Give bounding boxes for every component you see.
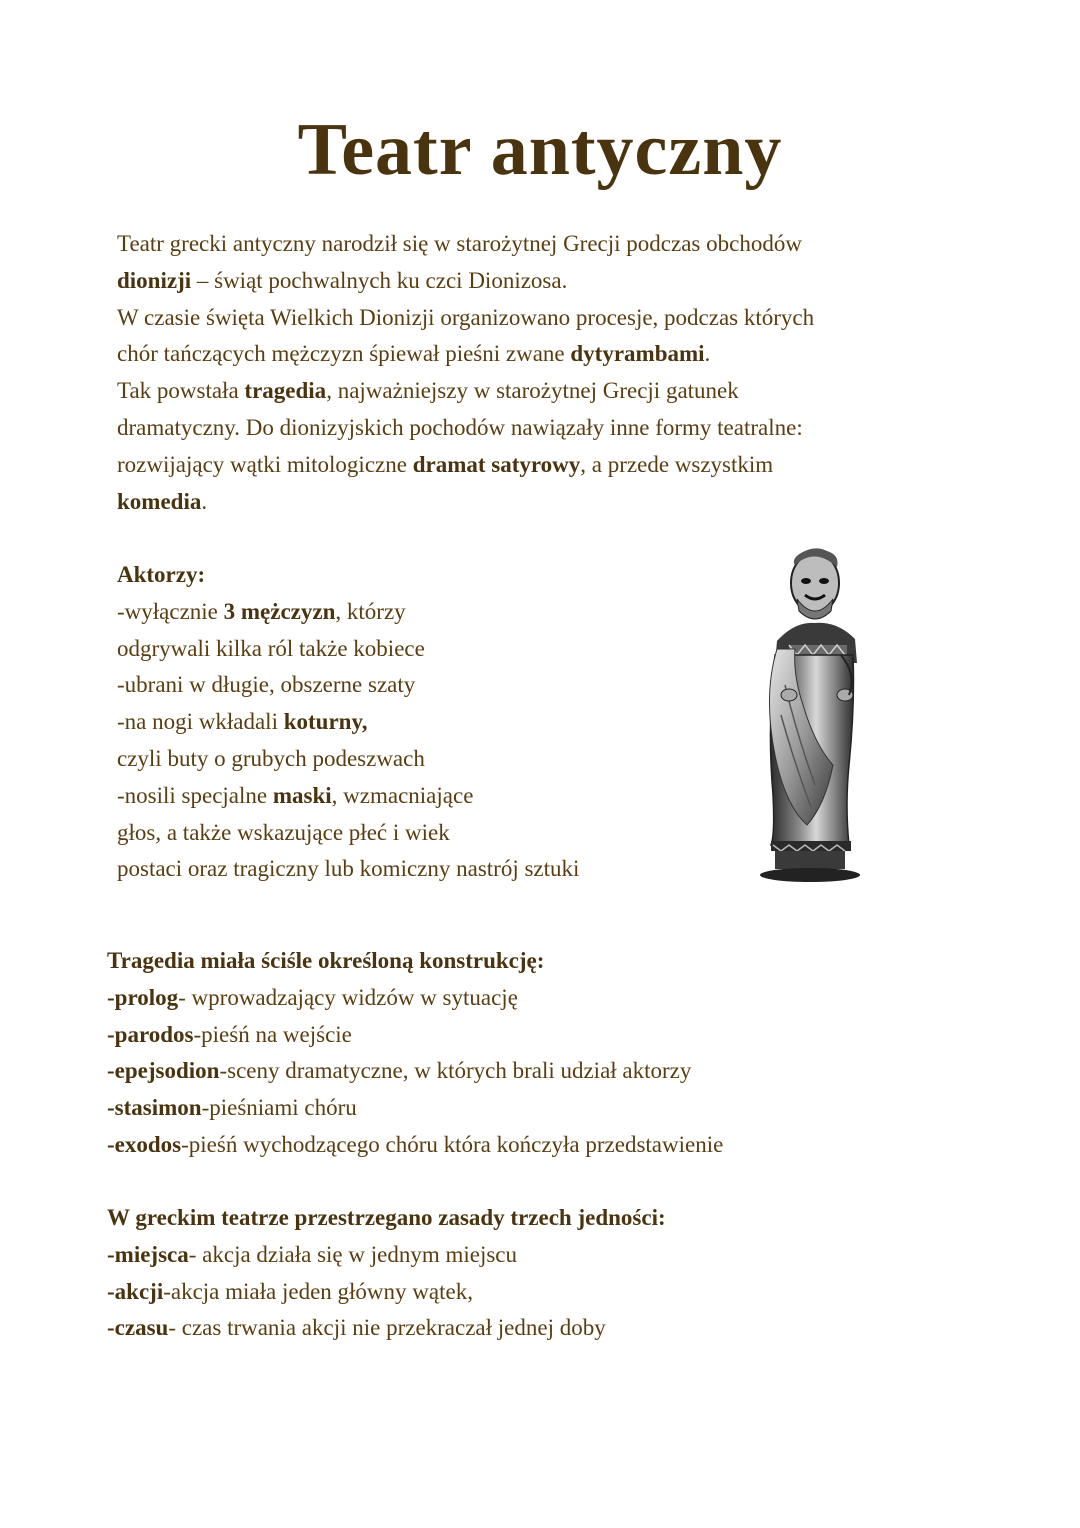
page-title: Teatr antyczny (297, 109, 783, 191)
intro-line-2: dionizji – świąt pochwalnych ku czci Dionizosa. (117, 267, 568, 293)
actors-line-7: głos, a także wskazujące płeć i wiek (117, 819, 450, 845)
tragedy-item-epejsodion: -epejsodion-sceny dramatyczne, w których brali udział aktorzy (107, 1058, 692, 1084)
intro-line-7: rozwijający wątki mitologiczne dramat satyrowy, a przede wszystkim (117, 451, 774, 477)
tragedy-heading: Tragedia miała ściśle określoną konstrukcję: (107, 948, 545, 973)
actors-line-5: czyli buty o grubych podeszwach (117, 745, 425, 771)
actors-heading: Aktorzy: (117, 562, 206, 587)
tragedy-item-parodos: -parodos-pieśń na wejście (107, 1021, 352, 1047)
actors-line-1: -wyłącznie 3 mężczyzn, którzy (117, 598, 406, 624)
intro-line-6: dramatyczny. Do dionizyjskich pochodów nawiązały inne formy teatralne: (117, 414, 803, 440)
unity-item-time: -czasu- czas trwania akcji nie przekraczał jednej doby (107, 1315, 606, 1341)
actors-line-6: -nosili specjalne maski, wzmacniające (117, 782, 474, 808)
actors-section (117, 557, 737, 888)
term-dionizji: dionizji (117, 267, 192, 293)
intro-line-5: Tak powstała tragedia, najważniejszy w starożytnej Grecji gatunek (117, 378, 739, 404)
three-unities-section (107, 1200, 1007, 1347)
actors-line-8: postaci oraz tragiczny lub komiczny nastrój sztuki (117, 856, 580, 882)
unity-item-place: -miejsca- akcja działa się w jednym miejscu (107, 1241, 518, 1267)
actors-line-2: odgrywali kilka ról także kobiece (117, 635, 425, 661)
tragedy-item-prolog: -prolog- wprowadzający widzów w sytuację (107, 984, 518, 1010)
intro-line-8: komedia. (117, 488, 208, 514)
term-dytyrambami: dytyrambami (570, 341, 705, 367)
tragedy-item-exodos: -exodos-pieśń wychodzącego chóru która kończyła przedstawienie (107, 1131, 724, 1157)
term-dramat-satyrowy: dramat satyrowy (412, 451, 581, 477)
intro-line-3: W czasie święta Wielkich Dionizji organizowano procesje, podczas których (117, 304, 815, 330)
tragedy-structure-section (107, 943, 1007, 1164)
unity-item-action: -akcji-akcja miała jeden główny wątek, (107, 1278, 473, 1304)
term-komedia: komedia (117, 488, 202, 514)
intro-paragraph (117, 226, 977, 520)
actors-line-3: -ubrani w długie, obszerne szaty (117, 672, 416, 698)
term-tragedia: tragedia (244, 378, 327, 404)
greek-actor-statue-image (745, 545, 875, 885)
intro-line-4: chór tańczących mężczyzn śpiewał pieśni zwane dytyrambami. (117, 341, 711, 367)
unity-heading: W greckim teatrze przestrzegano zasady trzech jedności: (107, 1205, 666, 1230)
intro-line-1: Teatr grecki antyczny narodził się w starożytnej Grecji podczas obchodów (117, 231, 802, 256)
tragedy-item-stasimon: -stasimon-pieśniami chóru (107, 1095, 357, 1121)
actors-line-4: -na nogi wkładali koturny, (117, 709, 368, 735)
